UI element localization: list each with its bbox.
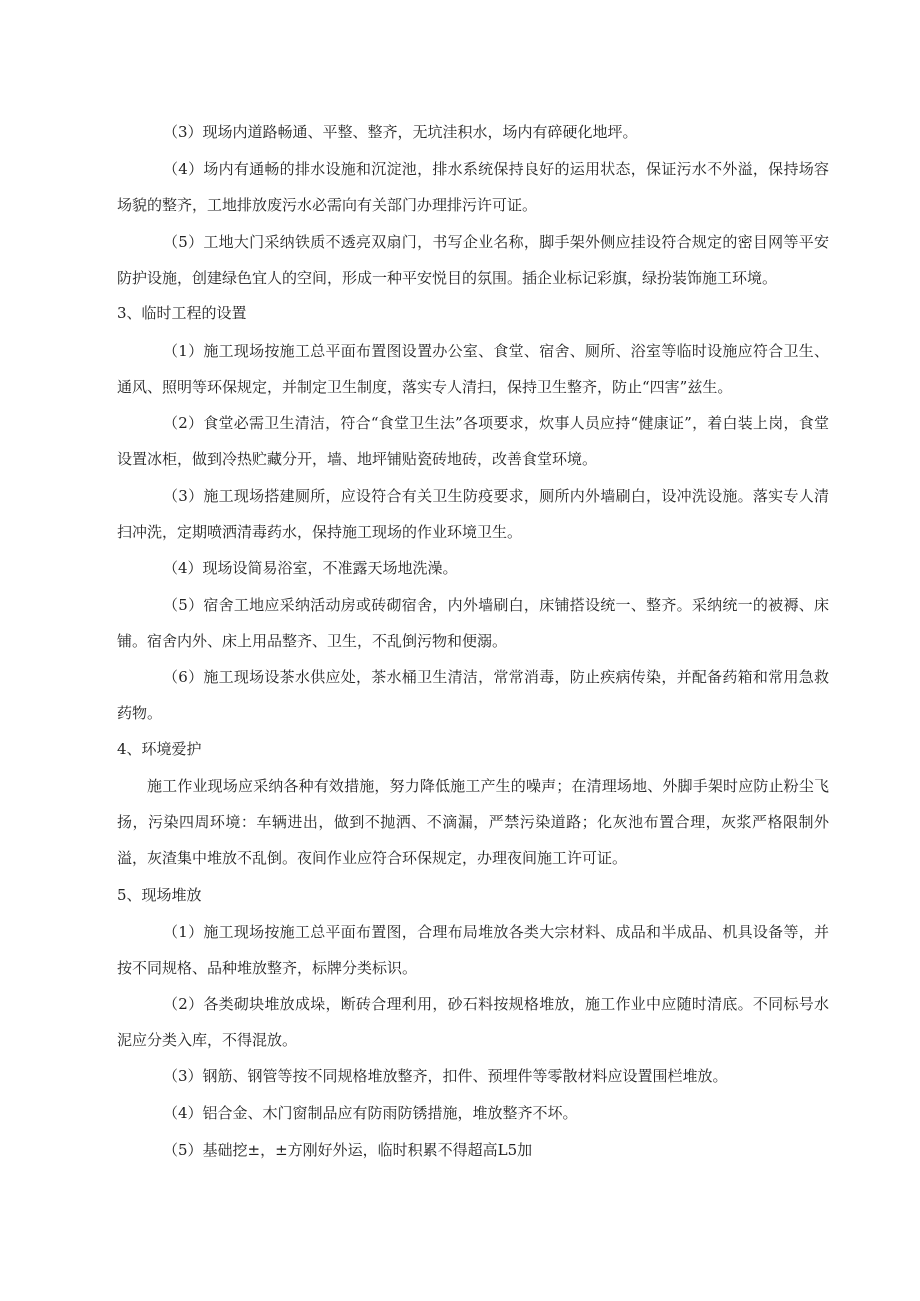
paragraph-bathroom: （4）现场设简易浴室，不准露天场地洗澡。 [163, 559, 458, 577]
section-heading-environment: 4、环境爱护 [117, 740, 202, 758]
section-heading-storage: 5、现场堆放 [117, 886, 202, 904]
paragraph-canteen: （2）食堂必需卫生清洁，符合“食堂卫生法”各项要求，炊事人员应持“健康证”，着白装上岗，食堂设置冰柜，做到冷热贮藏分开，墙、地坪铺贴瓷砖地砖，改善食堂环境。 [117, 414, 829, 468]
paragraph-steel: （3）钢筋、钢管等按不同规格堆放整齐，扣件、预埋件等零散材料应设置围栏堆放。 [163, 1067, 728, 1085]
paragraph-road: （3）现场内道路畅通、平整、整齐，无坑洼积水，场内有碎硬化地坪。 [163, 123, 638, 141]
paragraph-dormitory: （5）宿舍工地应采纳活动房或砖砌宿舍，内外墙刷白，床铺搭设统一、整齐。采纳统一的被褥、床铺。宿舍内外、床上用品整齐、卫生，不乱倒污物和便溺。 [117, 596, 829, 650]
paragraph-excavation: （5）基础挖±，±方刚好外运，临时积累不得超高L5加 [163, 1141, 533, 1159]
paragraph-gate: （5）工地大门采纳铁质不透亮双扇门，书写企业名称，脚手架外侧应挂设符合规定的密目网等平安防护设施，创建绿色宜人的空间，形成一种平安悦目的氛围。插企业标记彩旗，绿扮装饰施工环境。 [117, 233, 829, 287]
paragraph-tea-supply: （6）施工现场设茶水供应处，茶水桶卫生清洁，常常消毒，防止疾病传染，并配备药箱和常用急救药物。 [117, 668, 829, 722]
paragraph-material-layout: （1）施工现场按施工总平面布置图，合理布局堆放各类大宗材料、成品和半成品、机具设备等，并按不同规格、品种堆放整齐，标牌分类标识。 [117, 923, 829, 977]
paragraph-environment-measures: 施工作业现场应采纳各种有效措施，努力降低施工产生的噪声；在清理场地、外脚手架时应防止粉尘飞扬，污染四周环境：车辆进出，做到不抛洒、不滴漏，严禁污染道路；化灰池布置合理，灰浆严格限制外溢，灰渣集中堆放不乱倒。夜间作业应符合环保规定，办理夜间施工许可证。 [117, 777, 829, 867]
paragraph-drainage: （4）场内有通畅的排水设施和沉淀池，排水系统保持良好的运用状态，保证污水不外溢，保持场容场貌的整齐，工地排放废污水必需向有关部门办理排污许可证。 [117, 160, 829, 214]
paragraph-facilities: （1）施工现场按施工总平面布置图设置办公室、食堂、宿舍、厕所、浴室等临时设施应符合卫生、通风、照明等环保规定，并制定卫生制度，落实专人清扫，保持卫生整齐，防止“四害”兹生。 [117, 342, 829, 396]
paragraph-blocks: （2）各类砌块堆放成垛，断砖合理利用，砂石料按规格堆放，施工作业中应随时清底。不同标号水泥应分类入库，不得混放。 [117, 995, 829, 1049]
section-heading-temporary-works: 3、临时工程的设置 [117, 304, 247, 322]
paragraph-toilet: （3）施工现场搭建厕所，应设符合有关卫生防疫要求，厕所内外墙刷白，设冲洗设施。落实专人清扫冲洗，定期喷洒清毒药水，保持施工现场的作业环境卫生。 [117, 487, 829, 541]
paragraph-aluminum: （4）铝合金、木门窗制品应有防雨防锈措施，堆放整齐不坏。 [163, 1104, 578, 1122]
